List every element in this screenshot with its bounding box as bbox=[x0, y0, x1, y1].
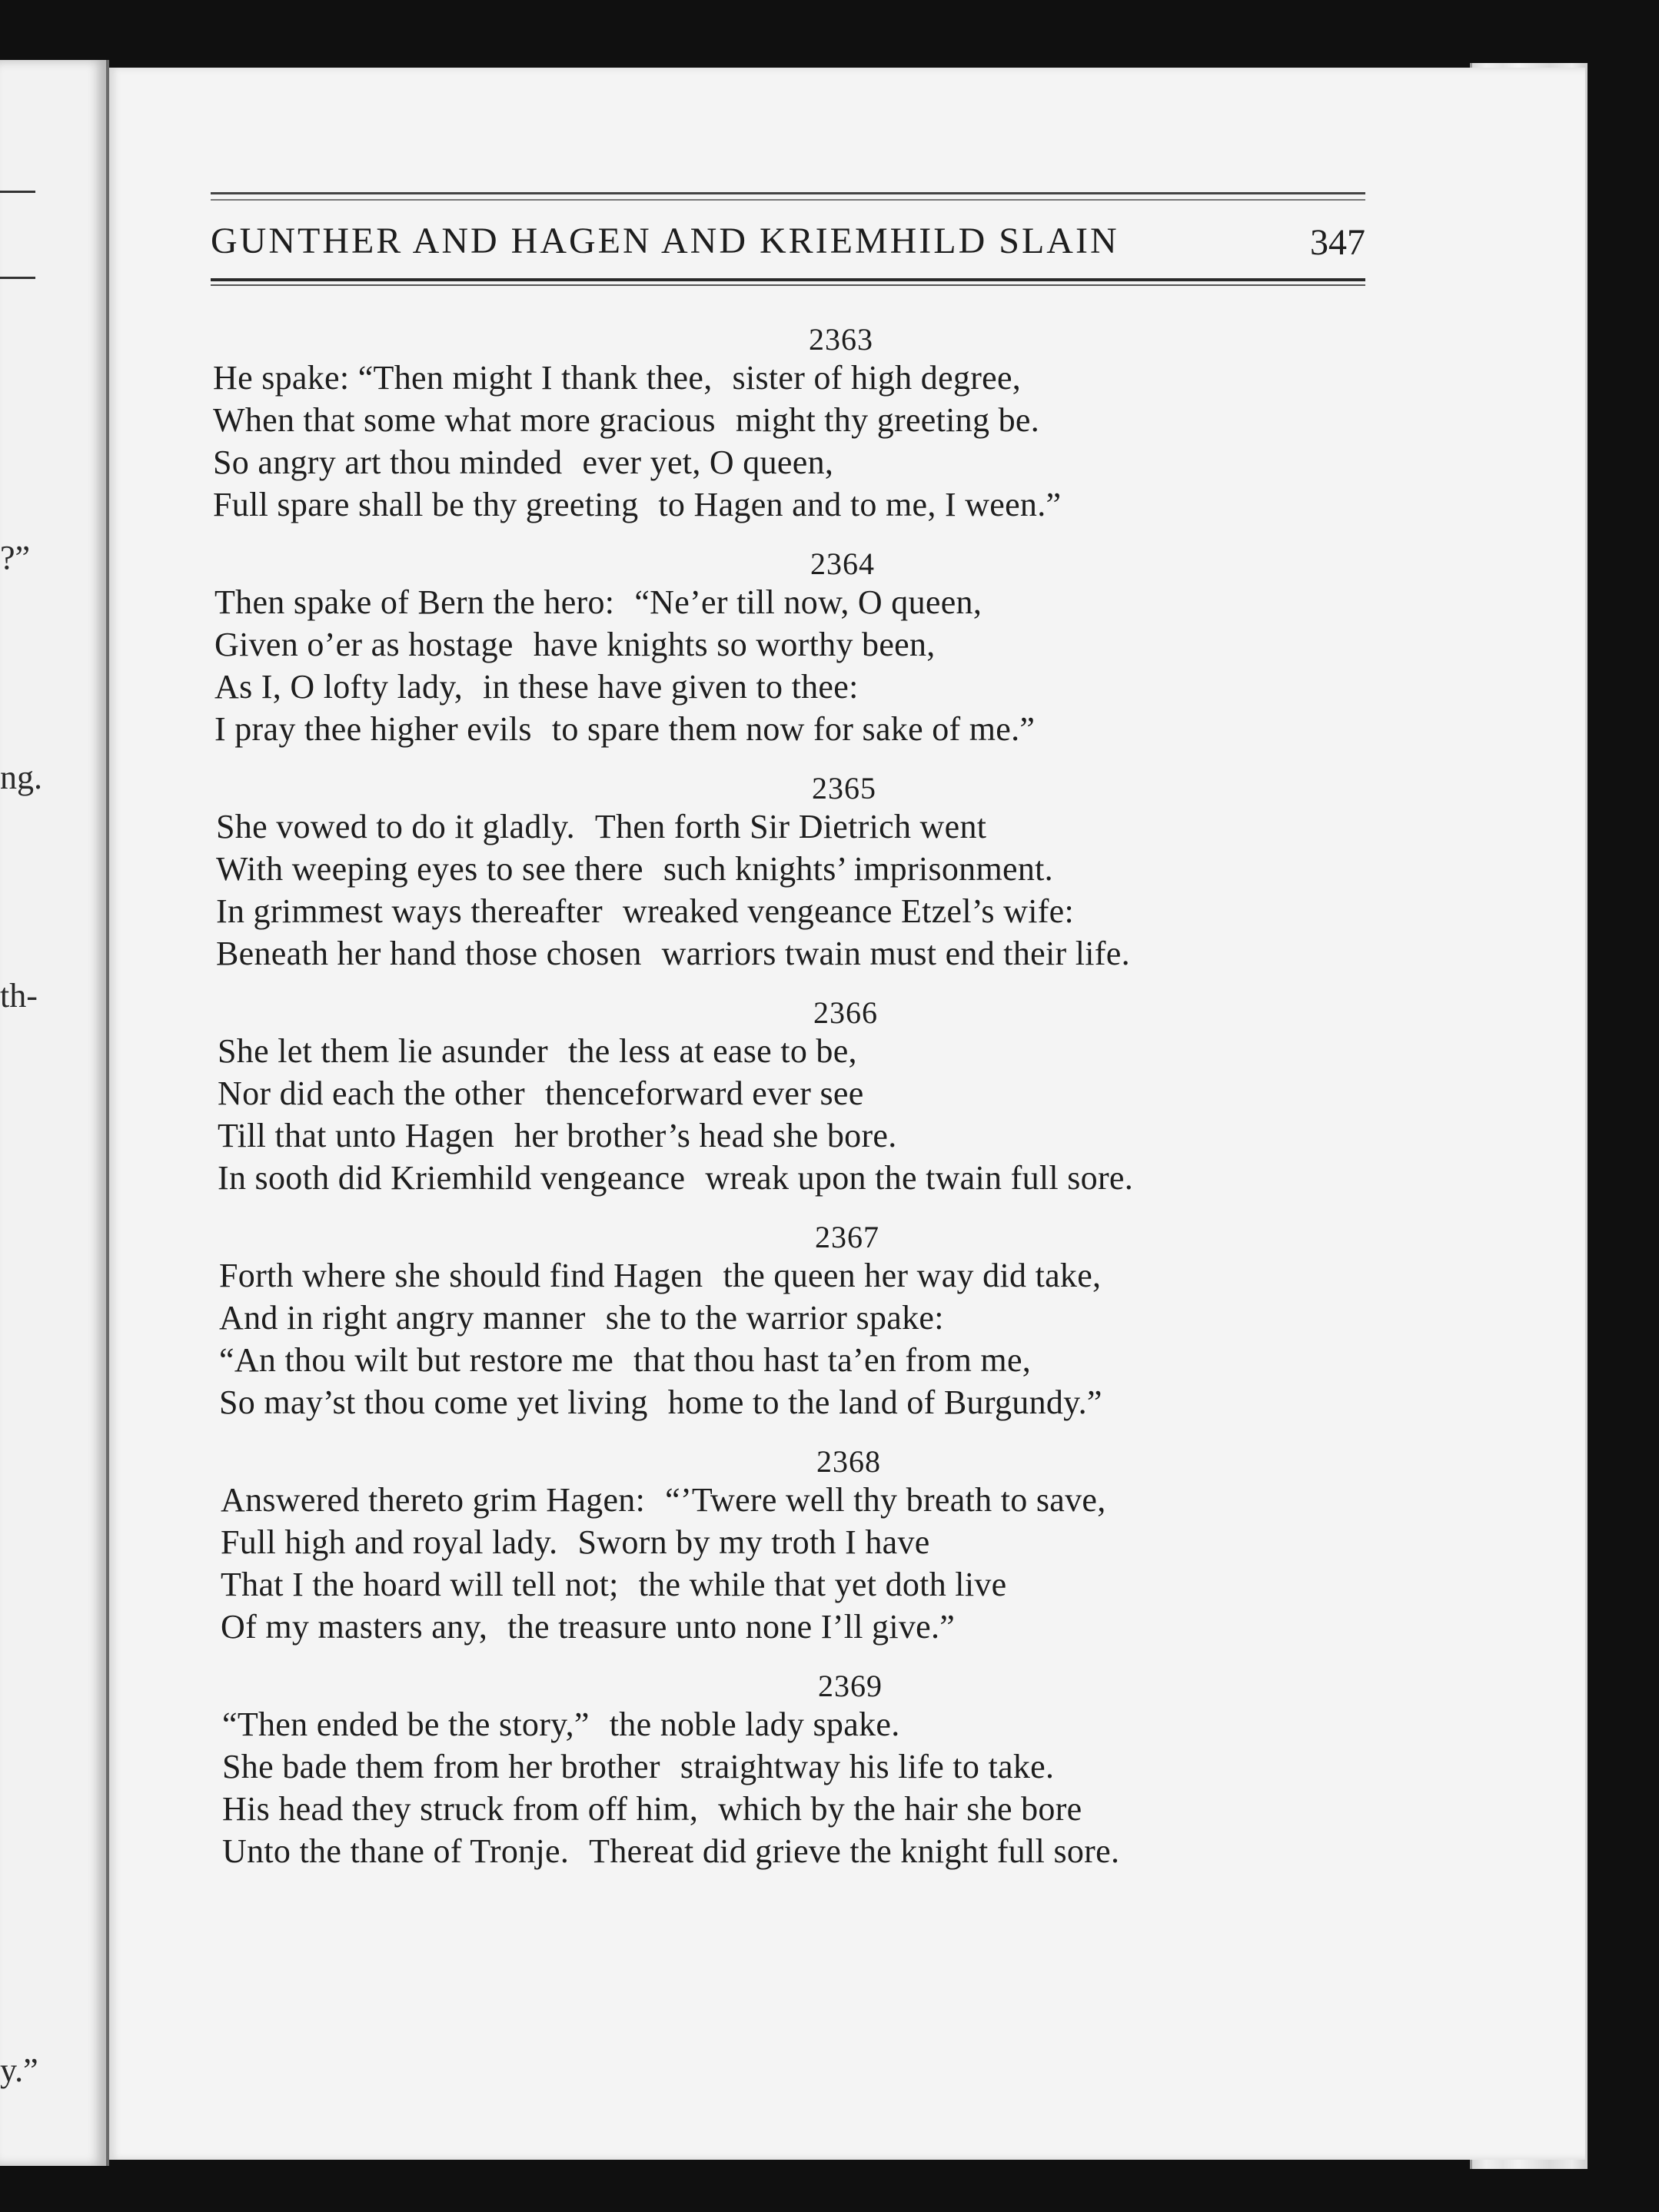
verse-second-half: ever yet, O queen, bbox=[582, 443, 834, 481]
verse-first-half: In grimmest ways thereafter bbox=[216, 892, 603, 930]
verse-second-half: the while that yet doth live bbox=[638, 1566, 1007, 1603]
verse-first-half: He spake: “Then might I thank thee, bbox=[213, 359, 713, 397]
verse-line bbox=[219, 1256, 1101, 1295]
verse-second-half: thenceforward ever see bbox=[545, 1074, 864, 1112]
verse-line bbox=[221, 1480, 1106, 1520]
verse-second-half: wreak upon the twain full sore. bbox=[705, 1159, 1134, 1197]
verse-line bbox=[216, 849, 1053, 888]
verse-first-half: Of my masters any, bbox=[221, 1608, 488, 1646]
prev-page-fragment: y.” bbox=[0, 2051, 38, 2089]
verse-second-half: the less at ease to be, bbox=[567, 1032, 857, 1070]
header-rule bbox=[211, 278, 1365, 281]
verse-first-half: Forth where she should find Hagen bbox=[219, 1257, 703, 1294]
verse-second-half: “’Twere well thy breath to save, bbox=[665, 1481, 1106, 1519]
verse-second-half: straightway his life to take. bbox=[680, 1748, 1055, 1785]
verse-line bbox=[222, 1747, 1054, 1786]
verse-first-half: With weeping eyes to see there bbox=[216, 850, 643, 888]
verse-first-half: Beneath her hand those chosen bbox=[216, 935, 642, 972]
verse-second-half: the noble lady spake. bbox=[609, 1705, 900, 1743]
verse-line bbox=[213, 485, 1061, 524]
header-rule bbox=[211, 192, 1365, 194]
verse-second-half: the queen her way did take, bbox=[723, 1257, 1102, 1294]
verse-first-half: Full spare shall be thy greeting bbox=[213, 486, 639, 523]
previous-page-edge bbox=[0, 60, 109, 2166]
verse-first-half: So may’st thou come yet living bbox=[219, 1383, 648, 1421]
prev-page-fragment: th- bbox=[0, 977, 38, 1015]
verse-line bbox=[222, 1705, 900, 1744]
verse-line bbox=[213, 400, 1039, 440]
verse-second-half: the treasure unto none I’ll give.” bbox=[507, 1608, 956, 1646]
verse-first-half: Given o’er as hostage bbox=[214, 626, 514, 663]
verse-first-half: She let them lie asunder bbox=[218, 1032, 548, 1070]
verse-second-half: have knights so worthy been, bbox=[533, 626, 936, 663]
verse-second-half: to Hagen and to me, I ween.” bbox=[658, 486, 1062, 523]
verse-line bbox=[218, 1116, 897, 1155]
verse-line bbox=[216, 934, 1130, 973]
verse-line bbox=[221, 1565, 1006, 1604]
verse-line bbox=[213, 358, 1021, 397]
verse-line bbox=[221, 1523, 930, 1562]
verse-first-half: She bade them from her brother bbox=[222, 1748, 660, 1785]
stanza-number: 2364 bbox=[810, 546, 875, 581]
verse-second-half: Then forth Sir Dietrich went bbox=[594, 808, 987, 845]
stanza-number: 2365 bbox=[812, 771, 876, 805]
prev-page-rule bbox=[0, 191, 35, 193]
verse-first-half: That I the hoard will tell not; bbox=[221, 1566, 619, 1603]
prev-page-fragment: ?” bbox=[0, 539, 31, 576]
verse-line bbox=[216, 892, 1074, 931]
verse-second-half: she to the warrior spake: bbox=[605, 1299, 944, 1337]
verse-second-half: “Ne’er till now, O queen, bbox=[634, 583, 982, 621]
verse-second-half: sister of high degree, bbox=[732, 359, 1022, 397]
verse-second-half: might thy greeting be. bbox=[735, 401, 1040, 439]
verse-first-half: As I, O lofty lady, bbox=[214, 668, 464, 706]
verse-line bbox=[219, 1383, 1102, 1422]
verse-first-half: In sooth did Kriemhild vengeance bbox=[218, 1159, 686, 1197]
header-rule bbox=[211, 284, 1365, 286]
page-number: 347 bbox=[1310, 222, 1365, 263]
verse-second-half: wreaked vengeance Etzel’s wife: bbox=[622, 892, 1075, 930]
verse-second-half: to spare them now for sake of me.” bbox=[551, 710, 1036, 748]
verse-first-half: His head they struck from off him, bbox=[222, 1790, 699, 1828]
stanza-number: 2369 bbox=[818, 1669, 883, 1703]
header-rule bbox=[211, 199, 1365, 201]
verse-line bbox=[221, 1607, 955, 1646]
verse-first-half: Answered thereto grim Hagen: bbox=[221, 1481, 646, 1519]
prev-page-fragment: ng. bbox=[0, 759, 42, 796]
running-head: GUNTHER AND HAGEN AND KRIEMHILD SLAIN bbox=[211, 221, 1119, 261]
verse-line bbox=[214, 625, 936, 664]
verse-second-half: her brother’s head she bore. bbox=[514, 1117, 897, 1154]
verse-line bbox=[222, 1789, 1082, 1828]
verse-first-half: Nor did each the other bbox=[218, 1074, 526, 1112]
verse-first-half: Full high and royal lady. bbox=[221, 1523, 558, 1561]
verse-line bbox=[219, 1298, 944, 1337]
verse-second-half: that thou hast ta’en from me, bbox=[633, 1341, 1032, 1379]
verse-first-half: I pray thee higher evils bbox=[214, 710, 532, 748]
verse-first-half: When that some what more gracious bbox=[213, 401, 716, 439]
verse-first-half: Unto the thane of Tronje. bbox=[222, 1832, 570, 1870]
verse-line bbox=[214, 709, 1035, 749]
verse-line bbox=[218, 1031, 857, 1071]
stanza-number: 2366 bbox=[813, 995, 878, 1030]
verse-line bbox=[214, 583, 982, 622]
verse-second-half: home to the land of Burgundy.” bbox=[667, 1383, 1102, 1421]
verse-first-half: And in right angry manner bbox=[219, 1299, 586, 1337]
verse-line bbox=[219, 1340, 1031, 1380]
verse-second-half: warriors twain must end their life. bbox=[661, 935, 1130, 972]
verse-second-half: Sworn by my troth I have bbox=[577, 1523, 930, 1561]
verse-first-half: Then spake of Bern the hero: bbox=[214, 583, 615, 621]
verse-line bbox=[218, 1158, 1133, 1197]
verse-line bbox=[216, 807, 986, 846]
book-page bbox=[109, 68, 1585, 2160]
stanza-number: 2367 bbox=[815, 1220, 879, 1254]
stanza-number: 2368 bbox=[816, 1444, 881, 1479]
stanza-number: 2363 bbox=[809, 322, 873, 357]
verse-first-half: So angry art thou minded bbox=[213, 443, 563, 481]
verse-second-half: Thereat did grieve the knight full sore. bbox=[589, 1832, 1120, 1870]
verse-first-half: “An thou wilt but restore me bbox=[219, 1341, 614, 1379]
verse-second-half: such knights’ imprisonment. bbox=[663, 850, 1053, 888]
verse-first-half: “Then ended be the story,” bbox=[222, 1705, 590, 1743]
verse-line bbox=[218, 1074, 864, 1113]
verse-second-half: in these have given to thee: bbox=[483, 668, 859, 706]
verse-line bbox=[222, 1832, 1119, 1871]
prev-page-rule bbox=[0, 277, 35, 279]
verse-line bbox=[214, 667, 859, 706]
verse-line bbox=[213, 443, 833, 482]
verse-first-half: Till that unto Hagen bbox=[218, 1117, 495, 1154]
verse-first-half: She vowed to do it gladly. bbox=[216, 808, 575, 845]
verse-second-half: which by the hair she bore bbox=[718, 1790, 1082, 1828]
